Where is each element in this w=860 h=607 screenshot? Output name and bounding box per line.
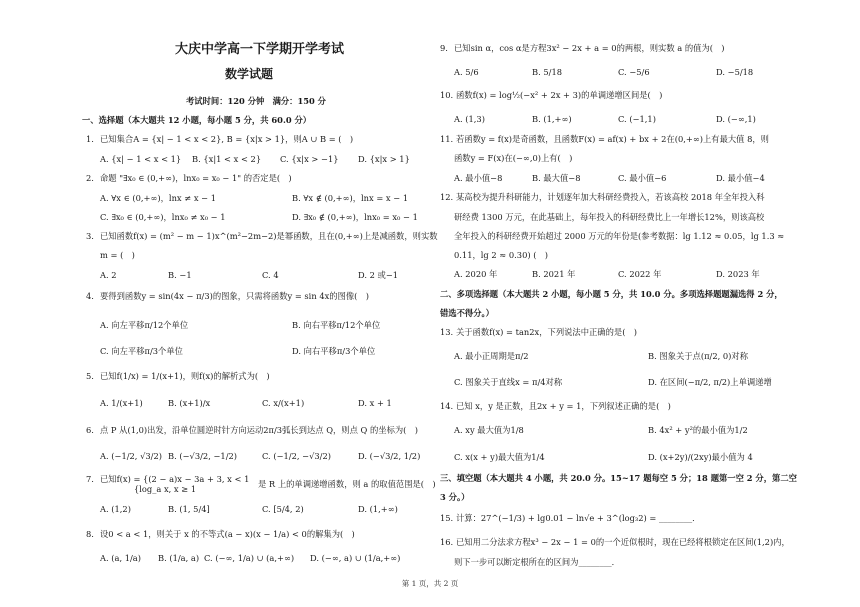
option-c: C. (−1/2, −√3/2) — [262, 451, 331, 461]
option-a: A. (1,3) — [454, 114, 485, 124]
question-number: 6. — [86, 425, 94, 435]
question-number: 12. — [440, 192, 454, 202]
option-c: C. (−∞, 1/a) ∪ (a,+∞) — [204, 553, 295, 563]
question-text: 要得到函数y = sin(4x − π/3)的图象，只需将函数y = sin 4x的图像( ) — [100, 291, 369, 301]
section-heading-3-cont: 3 分。） — [440, 492, 470, 502]
question-text: 设0 < a < 1，则关于 x 的不等式(a − x)(x − 1/a) < 0的解集为( ) — [100, 529, 355, 539]
option-c: C. 图象关于直线x = π/4对称 — [454, 377, 563, 387]
option-a: A. 向左平移π/12个单位 — [100, 320, 189, 330]
question-13 — [440, 327, 637, 337]
question-text: 已知f(x) = {(2 − a)x − 3a + 3, x < 1 — [100, 474, 250, 484]
option-b: B. {x|1 < x < 2} — [192, 154, 262, 164]
question-11-cont: 函数y = F(x)在(−∞,0)上有( ) — [454, 153, 573, 163]
option-c: C. x/(x+1) — [262, 398, 305, 408]
question-text: 某高校为提升科研能力，计划逐年加大科研经费投入，若该高校 2018 年全年投入科 — [456, 192, 765, 202]
question-number: 1. — [86, 134, 94, 144]
option-d: D. 2 或−1 — [358, 270, 399, 280]
option-d: D. −5/18 — [716, 67, 754, 77]
option-b: B. ∀x ∉ (0,+∞)，lnx = x − 1 — [292, 193, 409, 203]
question-text: 已知f(1/x) = 1/(x+1)，则f(x)的解析式为( ) — [100, 371, 270, 381]
question-9 — [440, 43, 725, 53]
option-d: D. (x+2y)/(2xy)最小值为 4 — [648, 452, 753, 462]
question-7-cont: 是 R 上的单调递增函数，则 a 的取值范围是( ) — [258, 479, 436, 489]
option-d: D. 向右平移π/3个单位 — [292, 346, 376, 356]
question-15 — [440, 513, 700, 523]
option-c: C. x(x + y)最大值为1/4 — [454, 452, 545, 462]
option-c: C. 4 — [262, 270, 279, 280]
question-4 — [86, 291, 369, 301]
option-c: C. −5/6 — [618, 67, 650, 77]
option-d: D. 在区间(−π/2, π/2)上单调递增 — [648, 377, 772, 387]
option-a: A. 2020 年 — [454, 269, 498, 279]
option-b: B. (1, 5/4] — [168, 504, 210, 514]
question-5 — [86, 371, 270, 381]
option-c: C. (−1,1) — [618, 114, 656, 124]
question-number: 7. — [86, 474, 94, 484]
option-c: C. ∃x₀ ∈ (0,+∞)，lnx₀ ≠ x₀ − 1 — [100, 212, 226, 222]
question-3-cont: m = ( ) — [100, 250, 135, 260]
section-heading-2: 二、多项选择题（本大题共 2 小题，每小题 5 分，共 10.0 分。多项选择题题漏选得 2 分， — [440, 289, 783, 299]
question-12-line2: 研经费 1300 万元，在此基础上，每年投入的科研经费比上一年增长12%，则该高校 — [454, 212, 765, 222]
question-12 — [440, 192, 765, 202]
question-text: 函数f(x) = log½(−x² + 2x + 3)的单调递增区间是( ) — [456, 90, 663, 100]
section-heading-1: 一、选择题（本大题共 12 小题，每小题 5 分，共 60.0 分） — [82, 115, 312, 125]
option-a: A. (a, 1/a) — [100, 553, 141, 563]
option-c: C. 向左平移π/3个单位 — [100, 346, 183, 356]
exam-title: 大庆中学高一下学期开学考试 — [175, 42, 345, 57]
option-d: D. 2023 年 — [716, 269, 760, 279]
option-a: A. 1/(x+1) — [100, 398, 143, 408]
question-text: 命题 "∃x₀ ∈ (0,+∞)，lnx₀ = x₀ − 1" 的否定是( ) — [100, 173, 292, 183]
question-text: 已知用二分法求方程x³ − 2x − 1 = 0的一个近似根时，现在已经将根锁定在区间(1,2)内， — [456, 537, 790, 547]
option-a: A. 5/6 — [454, 67, 479, 77]
exam-meta: 考试时间：120 分钟 满分：150 分 — [186, 96, 326, 106]
question-16-cont: 则下一步可以断定根所在的区间为________． — [454, 557, 620, 567]
option-b: B. 4x² + y²的最小值为1/2 — [648, 425, 748, 435]
option-a: A. (1,2) — [100, 504, 131, 514]
question-number: 15. — [440, 513, 454, 523]
option-b: B. 图象关于点(π/2, 0)对称 — [648, 351, 749, 361]
question-number: 16. — [440, 537, 454, 547]
option-b: B. (1,+∞) — [532, 114, 572, 124]
question-3 — [86, 231, 438, 241]
option-d: D. (−√3/2, 1/2) — [358, 451, 421, 461]
question-7-case: {log_a x, x ≥ 1 — [134, 484, 197, 494]
question-number: 2. — [86, 173, 94, 183]
question-text: 已知函数f(x) = (m² − m − 1)x^(m²−2m−2)是幂函数，且在(0,+∞)上是减函数，则实数 — [100, 231, 438, 241]
option-b: B. −1 — [168, 270, 192, 280]
option-b: B. 向右平移π/12个单位 — [292, 320, 381, 330]
option-d: D. {x|x > 1} — [358, 154, 410, 164]
option-a: A. (−1/2, √3/2) — [100, 451, 162, 461]
option-b: B. 最大值−8 — [532, 173, 581, 183]
section-heading-3: 三、填空题（本大题共 4 小题，共 20.0 分。15~17 题每空 5 分；18 题第一空 2 分，第二空 — [440, 473, 797, 483]
question-2 — [86, 173, 292, 183]
question-11 — [440, 134, 769, 144]
option-b: B. (1/a, a) — [158, 553, 200, 563]
question-number: 13. — [440, 327, 454, 337]
question-number: 8. — [86, 529, 94, 539]
question-7 — [86, 474, 249, 484]
option-a: A. xy 最大值为1/8 — [454, 425, 524, 435]
option-d: D. 最小值−4 — [716, 173, 765, 183]
question-8 — [86, 529, 355, 539]
option-b: B. (x+1)/x — [168, 398, 211, 408]
option-c: C. 最小值−6 — [618, 173, 667, 183]
option-a: A. {x| − 1 < x < 1} — [100, 154, 182, 164]
question-12-line4: 0.11，lg 2 ≈ 0.30) ( ) — [454, 250, 548, 260]
question-text: 关于函数f(x) = tan2x，下列说法中正确的是( ) — [456, 327, 637, 337]
option-b: B. 5/18 — [532, 67, 563, 77]
option-d: D. x + 1 — [358, 398, 392, 408]
question-number: 3. — [86, 231, 94, 241]
option-c: C. 2022 年 — [618, 269, 662, 279]
option-a: A. 2 — [100, 270, 117, 280]
question-text: 已知 x，y 是正数，且2x + y = 1，下列叙述正确的是( ) — [456, 401, 671, 411]
question-14 — [440, 401, 671, 411]
question-10 — [440, 90, 662, 100]
question-text: 已知集合A = {x| − 1 < x < 2}, B = {x|x > 1}，则A ∪ B = ( ) — [100, 134, 354, 144]
option-c: C. [5/4, 2) — [262, 504, 304, 514]
question-number: 5. — [86, 371, 94, 381]
option-d: D. (−∞,1) — [716, 114, 756, 124]
option-b: B. 2021 年 — [532, 269, 576, 279]
question-text: 点 P 从(1,0)出发，沿单位圆逆时针方向运动2π/3弧长到达点 Q，则点 Q 的坐标为( ) — [100, 425, 418, 435]
option-a: A. ∀x ∈ (0,+∞)，lnx ≠ x − 1 — [100, 193, 217, 203]
option-d: D. ∃x₀ ∉ (0,+∞)，lnx₀ = x₀ − 1 — [292, 212, 418, 222]
question-12-line3: 全年投入的科研经费开始超过 2000 万元的年份是(参考数据：lg 1.12 ≈ 0.05，lg 1.3 ≈ — [454, 231, 785, 241]
option-b: B. (−√3/2, −1/2) — [168, 451, 238, 461]
question-number: 11. — [440, 134, 454, 144]
option-d: D. (−∞, a) ∪ (1/a,+∞) — [310, 553, 401, 563]
page-footer: 第 1 页，共 2 页 — [401, 579, 459, 588]
question-text: 已知sin α，cos α是方程3x² − 2x + a = 0的两根，则实数 a 的值为( ) — [454, 43, 725, 53]
exam-subtitle: 数学试题 — [225, 67, 274, 81]
question-text: 计算：27^(−1/3) + lg0.01 − ln√e + 3^(log₃2) = ________． — [456, 513, 701, 523]
option-d: D. (1,+∞) — [358, 504, 398, 514]
question-number: 9. — [440, 43, 448, 53]
section-heading-2-cont: 错选不得分。） — [440, 308, 494, 318]
question-number: 14. — [440, 401, 454, 411]
question-number: 4. — [86, 291, 94, 301]
question-16 — [440, 537, 790, 547]
question-6 — [86, 425, 418, 435]
question-number: 10. — [440, 90, 454, 100]
option-c: C. {x|x > −1} — [280, 154, 339, 164]
option-a: A. 最小正周期是π/2 — [454, 351, 529, 361]
question-1 — [86, 134, 353, 144]
question-text: 若函数y = f(x)是奇函数，且函数F(x) = af(x) + bx + 2在(0,+∞)上有最大值 8，则 — [456, 134, 769, 144]
option-a: A. 最小值−8 — [454, 173, 503, 183]
